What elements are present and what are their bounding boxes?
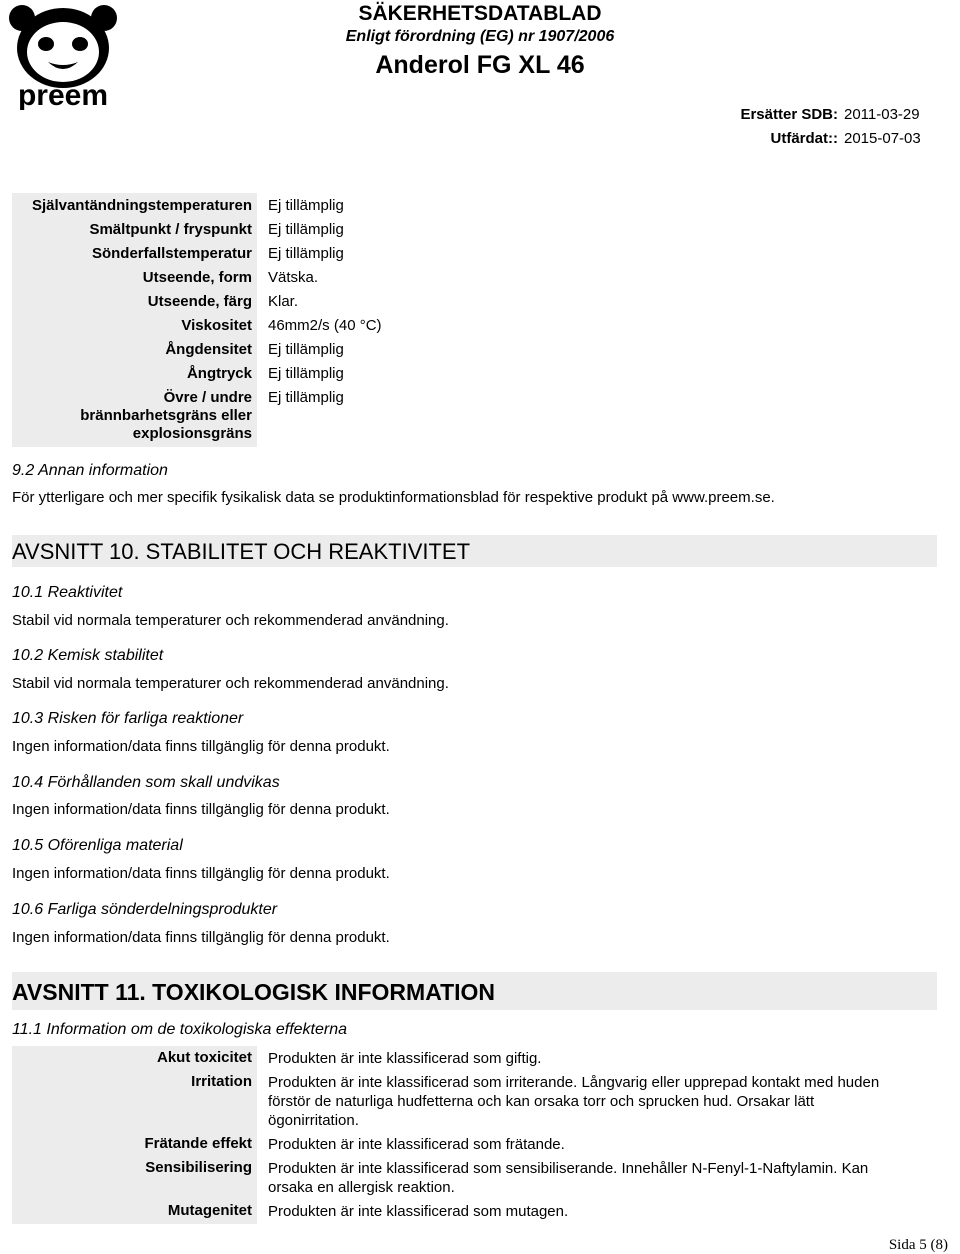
subsection-heading: 10.1 Reaktivitet (12, 584, 123, 601)
property-value: Ej tillämplig (268, 389, 344, 406)
body-text: För ytterligare och mer specifik fysikalisk data se produktinformationsblad för respektive produkt på www.preem.se. (12, 489, 775, 506)
body-text: Stabil vid normala temperaturer och rekommenderad användning. (12, 612, 449, 629)
property-value: Ej tillämplig (268, 221, 344, 238)
property-value: Klar. (268, 293, 299, 310)
property-label: Sönderfallstemperatur (91, 245, 252, 262)
toxicology-label: Frätande effekt (144, 1135, 252, 1152)
document-subtitle: Enligt förordning (EG) nr 1907/2006 (345, 28, 615, 45)
subsection-heading: 11.1 Information om de toxikologiska effekterna (12, 1021, 347, 1038)
replaces-value: 2011-03-29 (844, 106, 920, 123)
subsection-heading: 10.6 Farliga sönderdelningsprodukter (12, 901, 278, 918)
subsection-heading: 10.5 Oförenliga material (12, 837, 183, 854)
toxicology-label: Akut toxicitet (156, 1049, 252, 1066)
toxicology-value: Produkten är inte klassificerad som irriterande. Långvarig eller upprepad kontakt med huden förstör de naturliga hudfetterna och kan orsaka torr och sprucken hud. Orsakar lätt ögonirritation. (268, 1074, 880, 1129)
toxicology-value: Produkten är inte klassificerad som giftig. (268, 1050, 542, 1067)
property-value: Ej tillämplig (268, 341, 344, 358)
property-label: Smältpunkt / fryspunkt (89, 221, 252, 238)
property-label (12, 389, 252, 443)
property-label: Utseende, form (142, 269, 252, 286)
replaces-sds (740, 106, 938, 123)
toxicology-value: Produkten är inte klassificerad som mutagen. (268, 1203, 569, 1220)
subsection-heading: 10.4 Förhållanden som skall undvikas (12, 774, 280, 791)
subsection-heading: 9.2 Annan information (12, 462, 168, 479)
toxicology-value: Produkten är inte klassificerad som frätande. (268, 1136, 565, 1153)
logo-wordmark: preem (17, 79, 109, 110)
issued-label: Utfärdat:: (770, 130, 838, 147)
body-text: Ingen information/data finns tillgänglig för denna produkt. (12, 801, 390, 818)
property-label: Ångdensitet (165, 341, 252, 358)
property-value: Ej tillämplig (268, 365, 344, 382)
property-label: Självantändningstemperaturen (31, 197, 252, 214)
subsection-heading: 10.2 Kemisk stabilitet (12, 647, 164, 664)
document-title: SÄKERHETSDATABLAD (358, 2, 602, 25)
issued-date (771, 130, 939, 147)
section-title: AVSNITT 11. TOXIKOLOGISK INFORMATION (12, 972, 937, 1010)
property-label-line: Övre / undre (163, 389, 252, 406)
property-value: Vätska. (268, 269, 319, 286)
property-label: Utseende, färg (147, 293, 252, 310)
toxicology-label: Sensibilisering (145, 1159, 252, 1176)
body-text: Ingen information/data finns tillgänglig för denna produkt. (12, 865, 390, 882)
product-name: Anderol FG XL 46 (375, 51, 585, 79)
property-label: Ångtryck (186, 365, 252, 382)
replaces-label: Ersätter SDB: (740, 106, 838, 123)
body-text: Stabil vid normala temperaturer och rekommenderad användning. (12, 675, 449, 692)
section-title: AVSNITT 10. STABILITET OCH REAKTIVITET (12, 535, 937, 567)
property-value: 46mm2/s (40 °C) (268, 317, 382, 334)
toxicology-label: Irritation (191, 1073, 252, 1090)
issued-value: 2015-07-03 (844, 130, 921, 147)
toxicology-value: Produkten är inte klassificerad som sensibiliserande. Innehåller N-Fenyl-1-Naftylamin. Kan orsaka en allergisk reaktion. (268, 1160, 869, 1196)
body-text: Ingen information/data finns tillgänglig för denna produkt. (12, 738, 390, 755)
subsection-heading: 10.3 Risken för farliga reaktioner (12, 710, 244, 727)
property-value: Ej tillämplig (268, 245, 344, 262)
body-text: Ingen information/data finns tillgänglig för denna produkt. (12, 929, 390, 946)
property-label: Viskositet (181, 317, 252, 334)
property-value: Ej tillämplig (268, 197, 344, 214)
property-label-line: brännbarhetsgräns eller (80, 407, 252, 424)
toxicology-label: Mutagenitet (167, 1202, 252, 1219)
property-label-line: explosionsgräns (132, 425, 252, 442)
page-number: Sida 5 (8) (888, 1237, 948, 1253)
